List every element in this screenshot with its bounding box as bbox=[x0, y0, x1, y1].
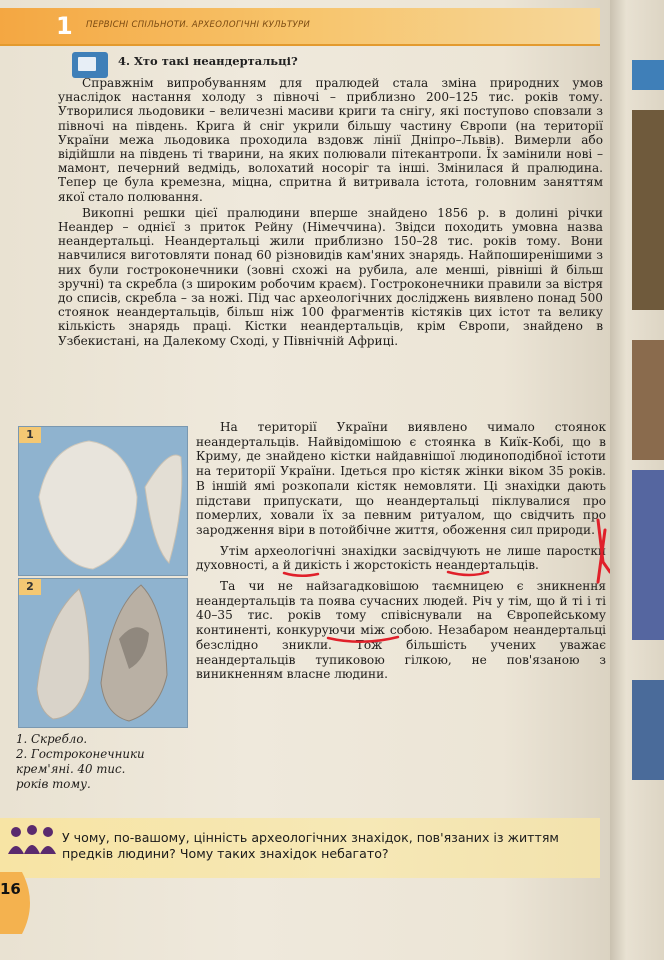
question-text: У чому, по-вашому, цінність археологічних знахідок, пов'язаних із життям предків людини? Чому таких знахідок небагато? bbox=[62, 830, 559, 861]
caption-line: років тому. bbox=[16, 777, 91, 791]
paragraph-climate: Справжнім випробуванням для пралюдей стала зміна природних умов унаслідок настання холоду з півночі – приблизно 200–125 тис. років тому. Утворилися льодовики – величезні масиви криги та снігу, які поступово сповзали з півночі на південь. Крига й сніг укрили більшу частину Європи (на території України межа льодовика проходила вздовж лінії Дніпро–Львів). Вимерли або відійшли на південь ті тварини, на яких полювали пітекантропи. Їх замінили нові – мамонт, печерний ведмідь, волохатий носоріг та інші. Змінилася й пралюдина. Тепер це була кремезна, міцна, спритна й витривала істота, головним заняттям якої стало полювання. bbox=[58, 76, 603, 204]
caption-line: 1. Скребло. bbox=[16, 732, 88, 746]
page-number: 16 bbox=[0, 880, 21, 898]
adjacent-photo-block bbox=[632, 680, 664, 780]
adjacent-photo-block bbox=[632, 470, 664, 640]
figure-number: 2 bbox=[19, 579, 41, 595]
running-title: ПЕРВІСНІ СПІЛЬНОТИ. АРХЕОЛОГІЧНІ КУЛЬТУРИ bbox=[86, 20, 311, 30]
chapter-number: 1 bbox=[56, 12, 73, 40]
caption-line: крем'яні. 40 тис. bbox=[16, 762, 126, 776]
adjacent-photo-block bbox=[632, 340, 664, 460]
paragraph-neander: Викопні решки цієї пралюдини вперше знайдено 1856 р. в долині річки Неандер – однієї з приток Рейну (Німеччина). Звідси походить умовна назва неандертальці. Неандертальці жили приблизно 150–28 тис. років тому. Вони навчилися виготовляти понад 60 різновидів кам'яних знарядь. Найпоширенішими з них були гостроконечники (зовні схожі на рубила, але менші, рівніші й більш зручні) та скребла (з широким робочим краєм). Гостроконечники правили за вістря до списів, скребла – за ножі. Під час археологічних досліджень виявлено понад 500 стоянок неандертальців, більш ніж 100 фрагментів кістяків цих істот та велику кількість знарядь праці. Кістки неандертальців, крім Європи, знайдено в Узбекистані, на Далекому Сході, у Північній Африці. bbox=[58, 205, 603, 348]
figure-number: 1 bbox=[19, 427, 41, 443]
paragraph-disappearance: Та чи не найзагадковішою таємницею є зникнення неандертальців та поява сучасних людей. Річ у тім, що й ті і ті 40–35 тис. років тому співіснували на Європейському континенті, конкуруючи між собою. Незабаром неандертальці безслідно зникли. Тож більшість учених уважає неандертальців тупиковою гілкою, не пов'язаною з виникненням власне людини. bbox=[196, 579, 606, 682]
adjacent-page-edge bbox=[610, 0, 664, 960]
adjacent-heading-block bbox=[632, 60, 664, 90]
section-title: 4. Хто такі неандертальці? bbox=[118, 54, 298, 68]
paragraph-spirituality: Утім археологічні знахідки засвідчують не лише паростки духовності, а й дикість і жорстокість неандертальців. bbox=[196, 543, 606, 573]
paragraph-ukraine-sites: На території України виявлено чимало стоянок неандертальців. Найвідомішою є стоянка в Киїк-Кобі, що в Криму, де знайдено кістки найдавнішої людиноподібної істоти на території України. Ідеться про кістяк жінки віком 35 років. В іншій ямі розкопали кістяк немовляти. Ці знахідки дають підстави припускати, що неандертальці піклувалися про померлих, ховали їх за певним ритуалом, що свідчить про зародження віри в потойбічне життя, обоження сил природи. bbox=[196, 420, 606, 537]
caption-line: 2. Гостроконечники bbox=[16, 747, 145, 761]
adjacent-photo-block bbox=[632, 110, 664, 310]
